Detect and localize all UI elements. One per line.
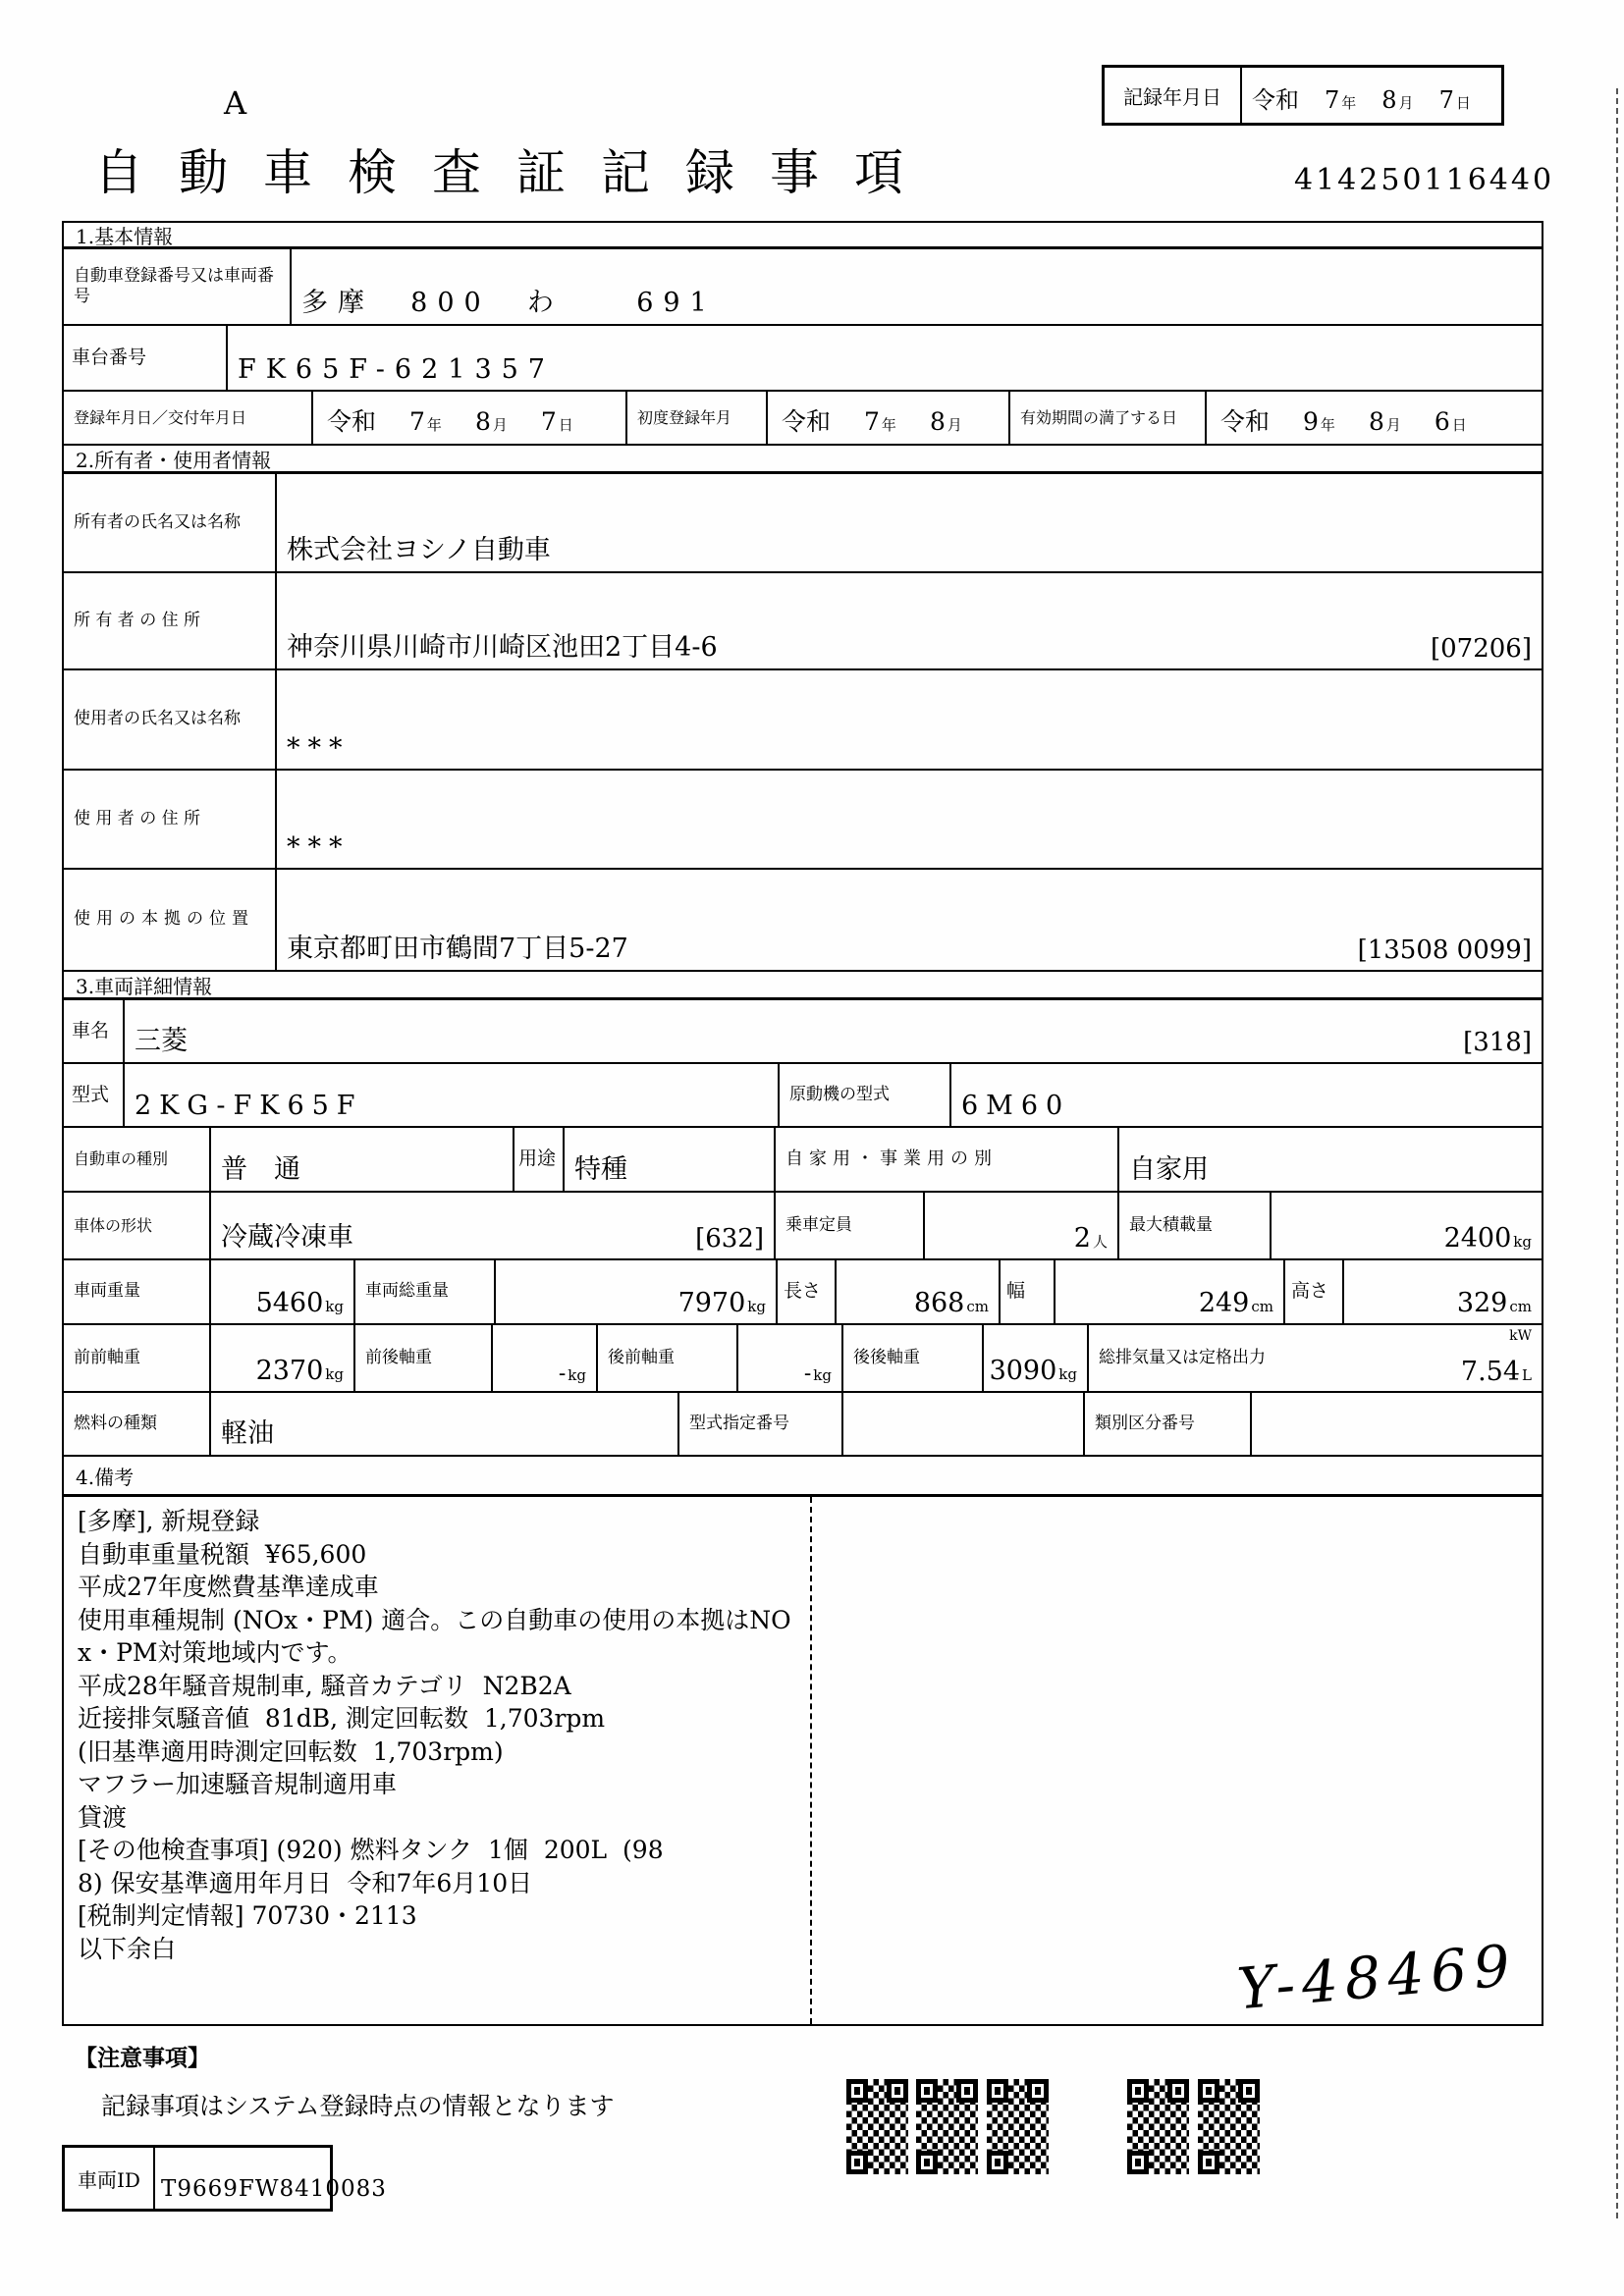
remarks-line: 平成28年騒音規制車, 騒音カテゴリ N2B2A bbox=[78, 1671, 571, 1700]
unit-kg: kg bbox=[747, 1298, 766, 1315]
remarks-line: 貸渡 bbox=[78, 1802, 128, 1832]
expiry-date-month: 8 bbox=[1368, 407, 1384, 436]
body-shape-cell bbox=[211, 1193, 776, 1258]
category-value: 普 通 bbox=[221, 1154, 300, 1185]
plate-value: 多摩 800 わ 691 bbox=[301, 288, 717, 318]
unit-year: 年 bbox=[1320, 416, 1335, 434]
unit-month: 月 bbox=[947, 416, 962, 434]
notice-header: 【注意事項】 bbox=[75, 2045, 210, 2071]
registration-date-era: 令和 bbox=[327, 407, 377, 436]
document-number: 414250116440 bbox=[1294, 163, 1555, 197]
unit-month: 月 bbox=[1385, 416, 1401, 434]
unit-day: 日 bbox=[1455, 94, 1471, 112]
base-location-row bbox=[64, 870, 1542, 972]
expiry-date-year: 9 bbox=[1303, 407, 1319, 436]
user-address-cell bbox=[277, 771, 1542, 868]
unit-day: 日 bbox=[1451, 416, 1467, 434]
unit-cm: cm bbox=[1251, 1298, 1273, 1315]
base-location-label: 使用の本拠の位置 bbox=[64, 870, 277, 970]
height-cell bbox=[1344, 1260, 1542, 1323]
model-label: 型式 bbox=[64, 1064, 125, 1126]
engine-model-label: 原動機の型式 bbox=[780, 1064, 951, 1126]
axle-rr-value: 3090 bbox=[989, 1356, 1057, 1386]
base-location-code: [13508 0099] bbox=[1357, 935, 1532, 965]
section-basic-header: 1.基本情報 bbox=[64, 223, 1542, 249]
remarks-line: 自動車重量税額 ¥65,600 bbox=[78, 1539, 367, 1569]
owner-name-label: 所有者の氏名又は名称 bbox=[64, 474, 277, 571]
length-cell bbox=[837, 1260, 1001, 1323]
vehicle-name-code: [318] bbox=[1463, 1028, 1532, 1057]
unit-kg: kg bbox=[568, 1366, 586, 1384]
remarks-line: マフラー加速騒音規制適用車 bbox=[78, 1770, 398, 1798]
gross-weight-cell bbox=[496, 1260, 778, 1323]
capacity-value: 2 bbox=[1073, 1223, 1091, 1254]
displacement-label: 総排気量又は定格出力 bbox=[1099, 1347, 1266, 1367]
class-code-cell bbox=[1252, 1393, 1542, 1455]
remarks-line: 8) 保安基準適用年月日 令和7年6月10日 bbox=[78, 1868, 533, 1897]
user-name-value: *** bbox=[287, 733, 351, 764]
unit-year: 年 bbox=[426, 416, 442, 434]
type-cert-cell bbox=[843, 1393, 1085, 1455]
gross-weight-value: 7970 bbox=[677, 1288, 746, 1318]
model-value: 2KG-FK65F bbox=[135, 1091, 363, 1121]
first-registration-era: 令和 bbox=[782, 407, 832, 436]
vehicle-id-box bbox=[62, 2145, 387, 2212]
remarks-line: 平成27年度燃費基準達成車 bbox=[78, 1573, 379, 1601]
unit-kg: kg bbox=[813, 1366, 832, 1384]
fuel-type-value: 軽油 bbox=[221, 1418, 274, 1449]
first-registration-cell bbox=[768, 392, 1010, 444]
remarks-line: (旧基準適用時測定回転数 1,703rpm) bbox=[78, 1736, 504, 1766]
vehicle-name-cell bbox=[125, 1000, 1542, 1062]
record-date-era: 令和 bbox=[1252, 86, 1299, 114]
category-row bbox=[64, 1128, 1542, 1193]
vehicle-id-cell bbox=[155, 2148, 387, 2209]
user-name-cell bbox=[277, 670, 1542, 769]
unit-year: 年 bbox=[1341, 94, 1357, 112]
axle-ff-value: 2370 bbox=[255, 1356, 324, 1386]
remarks-box bbox=[64, 1497, 1542, 2024]
user-address-value: *** bbox=[287, 832, 351, 863]
length-value: 868 bbox=[913, 1288, 965, 1318]
vehicle-weight-cell bbox=[211, 1260, 355, 1323]
private-business-cell bbox=[1119, 1128, 1542, 1191]
section-vehicle-header: 3.車両詳細情報 bbox=[64, 972, 1542, 1000]
plate-value-cell bbox=[292, 249, 1542, 324]
height-label: 高さ bbox=[1285, 1260, 1344, 1323]
qr-code bbox=[987, 2079, 1049, 2174]
chassis-value-cell bbox=[228, 326, 1542, 390]
remarks-text bbox=[78, 1505, 791, 1965]
record-date-box bbox=[1102, 65, 1504, 126]
registration-date-month: 8 bbox=[474, 407, 491, 436]
unit-person: 人 bbox=[1092, 1233, 1108, 1251]
qr-code bbox=[916, 2079, 978, 2174]
axle-fr-value: - bbox=[558, 1362, 567, 1386]
axle-ff-cell bbox=[211, 1325, 355, 1391]
owner-name-cell bbox=[277, 474, 1542, 571]
vehicle-weight-label: 車両重量 bbox=[64, 1260, 211, 1323]
vehicle-id-label: 車両ID bbox=[65, 2148, 155, 2209]
user-name-row bbox=[64, 670, 1542, 771]
axle-fr-cell bbox=[493, 1325, 598, 1391]
body-shape-label: 車体の形状 bbox=[64, 1193, 211, 1258]
weight-row bbox=[64, 1260, 1542, 1325]
engine-model-cell bbox=[951, 1064, 1542, 1126]
remarks-line: [多摩], 新規登録 bbox=[78, 1507, 260, 1535]
vehicle-name-label: 車名 bbox=[64, 1000, 125, 1062]
expiry-date-label: 有効期間の満了する日 bbox=[1010, 392, 1207, 444]
chassis-row bbox=[64, 326, 1542, 392]
width-label: 幅 bbox=[1001, 1260, 1056, 1323]
remarks-line: 使用車種規制 (NOx・PM) 適合。この自動車の使用の本拠はNO bbox=[78, 1605, 791, 1634]
owner-address-row bbox=[64, 573, 1542, 670]
owner-address-code: [07206] bbox=[1431, 634, 1532, 664]
private-business-value: 自家用 bbox=[1129, 1154, 1209, 1185]
plate-label: 自動車登録番号又は車両番号 bbox=[64, 249, 292, 324]
qr-code bbox=[1198, 2079, 1260, 2174]
qr-code bbox=[1127, 2079, 1189, 2174]
fuel-type-cell bbox=[211, 1393, 679, 1455]
unit-kg: kg bbox=[1058, 1365, 1077, 1383]
unit-cm: cm bbox=[1509, 1298, 1532, 1315]
axle-rf-value: - bbox=[803, 1362, 812, 1386]
base-location-value: 東京都町田市鶴間7丁目5-27 bbox=[287, 934, 628, 964]
section-remarks-header: 4.備考 bbox=[64, 1457, 1542, 1497]
width-cell bbox=[1056, 1260, 1285, 1323]
axle-rr-label: 後後軸重 bbox=[843, 1325, 984, 1391]
capacity-label: 乗車定員 bbox=[776, 1193, 925, 1258]
page-marker: A bbox=[224, 84, 247, 122]
registration-date-cell bbox=[313, 392, 627, 444]
fuel-row bbox=[64, 1393, 1542, 1457]
body-shape-value: 冷蔵冷凍車 bbox=[221, 1222, 353, 1253]
user-address-label: 使 用 者 の 住 所 bbox=[64, 771, 277, 868]
body-row bbox=[64, 1193, 1542, 1260]
section-owner-header: 2.所有者・使用者情報 bbox=[64, 446, 1542, 474]
max-load-value: 2400 bbox=[1443, 1223, 1512, 1254]
registration-date-day: 7 bbox=[540, 407, 557, 436]
record-date-value bbox=[1242, 68, 1501, 123]
axle-rr-cell bbox=[984, 1325, 1089, 1391]
base-location-cell bbox=[277, 870, 1542, 970]
chassis-label: 車台番号 bbox=[64, 326, 228, 390]
capacity-cell bbox=[925, 1193, 1119, 1258]
page-edge-dash-line bbox=[1616, 88, 1618, 2218]
remarks-line: 近接排気騒音値 81dB, 測定回転数 1,703rpm bbox=[78, 1704, 606, 1733]
unit-kw: kW bbox=[1509, 1328, 1532, 1344]
category-label: 自動車の種別 bbox=[64, 1128, 211, 1191]
model-value-cell bbox=[125, 1064, 780, 1126]
owner-name-row bbox=[64, 474, 1542, 573]
unit-liter: L bbox=[1522, 1366, 1532, 1384]
unit-kg: kg bbox=[1513, 1233, 1532, 1251]
fuel-type-label: 燃料の種類 bbox=[64, 1393, 211, 1455]
axle-row bbox=[64, 1325, 1542, 1393]
axle-rf-cell bbox=[738, 1325, 843, 1391]
remarks-line: [その他検査事項] (920) 燃料タンク 1個 200L (98 bbox=[78, 1836, 664, 1864]
expiry-date-day: 6 bbox=[1434, 407, 1450, 436]
remarks-line: x・PM対策地域内です。 bbox=[78, 1638, 352, 1667]
type-cert-label: 型式指定番号 bbox=[679, 1393, 843, 1455]
axle-ff-label: 前前軸重 bbox=[64, 1325, 211, 1391]
first-registration-label: 初度登録年月 bbox=[627, 392, 768, 444]
unit-day: 日 bbox=[558, 416, 573, 434]
user-address-row bbox=[64, 771, 1542, 870]
expiry-date-cell bbox=[1207, 392, 1542, 444]
length-label: 長さ bbox=[778, 1260, 837, 1323]
use-label: 用途 bbox=[514, 1128, 565, 1191]
use-value-cell bbox=[565, 1128, 776, 1191]
handwritten-note: Y-48469 bbox=[1234, 1931, 1520, 2023]
displacement-value-block bbox=[1461, 1328, 1532, 1387]
max-load-label: 最大積載量 bbox=[1119, 1193, 1272, 1258]
registration-date-label: 登録年月日／交付年月日 bbox=[64, 392, 313, 444]
remarks-line: 以下余白 bbox=[78, 1934, 177, 1963]
vehicle-id-value: T9669FW8410083 bbox=[161, 2176, 387, 2202]
record-date-label: 記録年月日 bbox=[1105, 68, 1242, 123]
expiry-date-era: 令和 bbox=[1220, 407, 1271, 436]
registration-date-year: 7 bbox=[409, 407, 425, 436]
record-date-day: 7 bbox=[1438, 86, 1454, 114]
max-load-cell bbox=[1272, 1193, 1542, 1258]
record-date-year: 7 bbox=[1325, 86, 1340, 114]
vehicle-weight-value: 5460 bbox=[255, 1288, 324, 1318]
engine-model-value: 6M60 bbox=[961, 1091, 1071, 1121]
unit-year: 年 bbox=[881, 416, 896, 434]
main-table bbox=[62, 221, 1543, 2026]
displacement-cell bbox=[1089, 1325, 1542, 1391]
first-registration-year: 7 bbox=[864, 407, 880, 436]
gross-weight-label: 車両総重量 bbox=[355, 1260, 496, 1323]
model-row bbox=[64, 1064, 1542, 1128]
remarks-column-divider bbox=[810, 1497, 812, 2024]
class-code-label: 類別区分番号 bbox=[1085, 1393, 1252, 1455]
private-business-label: 自家用・事業用の別 bbox=[776, 1128, 1119, 1191]
axle-fr-label: 前後軸重 bbox=[355, 1325, 493, 1391]
notice-text: 記録事項はシステム登録時点の情報となります bbox=[101, 2092, 615, 2120]
unit-kg: kg bbox=[325, 1298, 344, 1315]
qr-code bbox=[846, 2079, 908, 2174]
dates-row bbox=[64, 392, 1542, 446]
chassis-value: FK65F-621357 bbox=[238, 354, 555, 385]
vehicle-name-row bbox=[64, 1000, 1542, 1064]
page-title: 自動車検査証記録事項 bbox=[94, 144, 939, 201]
body-shape-code: [632] bbox=[695, 1224, 764, 1254]
unit-kg: kg bbox=[325, 1365, 344, 1383]
category-value-cell bbox=[211, 1128, 514, 1191]
vehicle-name-value: 三菱 bbox=[135, 1026, 188, 1056]
remarks-line: [税制判定情報] 70730・2113 bbox=[78, 1901, 417, 1930]
unit-month: 月 bbox=[492, 416, 508, 434]
user-name-label: 使用者の氏名又は名称 bbox=[64, 670, 277, 769]
owner-address-value: 神奈川県川崎市川崎区池田2丁目4-6 bbox=[287, 632, 718, 663]
owner-address-label: 所 有 者 の 住 所 bbox=[64, 573, 277, 668]
plate-row bbox=[64, 249, 1542, 326]
unit-month: 月 bbox=[1398, 94, 1414, 112]
width-value: 249 bbox=[1198, 1288, 1250, 1318]
record-date-month: 8 bbox=[1381, 86, 1397, 114]
use-value: 特種 bbox=[574, 1154, 627, 1185]
height-value: 329 bbox=[1456, 1288, 1508, 1318]
owner-name-value: 株式会社ヨシノ自動車 bbox=[287, 535, 551, 565]
axle-rf-label: 後前軸重 bbox=[598, 1325, 738, 1391]
owner-address-cell bbox=[277, 573, 1542, 668]
first-registration-month: 8 bbox=[929, 407, 946, 436]
displacement-value: 7.54 bbox=[1460, 1357, 1521, 1387]
unit-cm: cm bbox=[966, 1298, 989, 1315]
